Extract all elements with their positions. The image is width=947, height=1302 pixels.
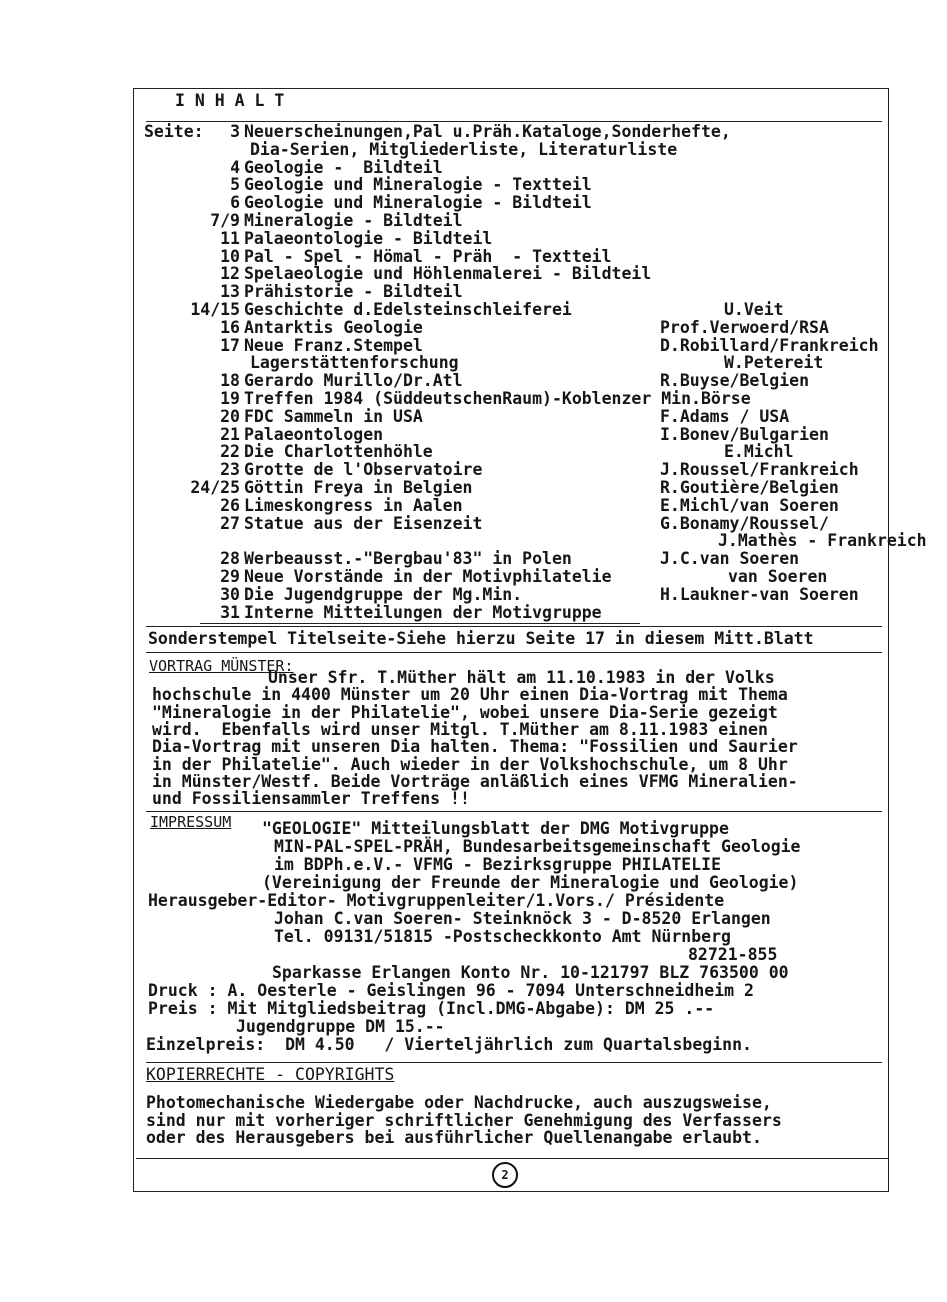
impressum-line: (Vereinigung der Freunde der Mineralogie und Geologie) xyxy=(262,873,799,892)
sonderstempel-note: Sonderstempel Titelseite-Siehe hierzu Seite 17 in diesem Mitt.Blatt xyxy=(148,629,814,648)
toc-page-number: 17 xyxy=(220,335,240,355)
toc-author: R.Buyse/Belgien xyxy=(660,371,810,391)
vortrag-line: in der Philatelie". Auch wieder in der Volkshochschule, um 8 Uhr xyxy=(152,754,788,774)
copyright-line: sind nur mit vorheriger schriftlicher Genehmigung des Verfassers xyxy=(146,1110,782,1130)
toc-author: van Soeren xyxy=(728,567,828,586)
vortrag-heading: VORTRAG MÜNSTER: xyxy=(149,657,294,675)
toc-title: Interne Mitteilungen der Motivgruppe xyxy=(244,602,602,622)
toc-title: Prähistorie - Bildteil xyxy=(244,282,463,302)
toc-title: Treffen 1984 (SüddeutschenRaum)-Koblenzer Min.Börse xyxy=(244,389,751,408)
toc-page-number: 11 xyxy=(220,228,240,248)
vortrag-line: Unser Sfr. T.Müther hält am 11.10.1983 in der Volks xyxy=(268,668,775,687)
toc-author: J.Roussel/Frankreich xyxy=(660,460,859,480)
vortrag-line: Dia-Vortrag mit unseren Dia halten. Thema: "Fossilien und Saurier xyxy=(152,737,798,757)
toc-page-number: 30 xyxy=(220,584,240,604)
impressum-line: Druck : A. Oesterle - Geislingen 96 - 7094 Unterschneidheim 2 xyxy=(148,981,754,1000)
impressum-line: Preis : Mit Mitgliedsbeitrag (Incl.DMG-Abgabe): DM 25 .-- xyxy=(148,999,715,1018)
toc-title: Neue Vorstände in der Motivphilatelie xyxy=(244,567,612,586)
toc-author: Prof.Verwoerd/RSA xyxy=(660,317,829,337)
toc-title: Werbeausst.-"Bergbau'83" in Polen xyxy=(244,549,572,569)
impressum-line: Herausgeber-Editor- Motivgruppenleiter/1.Vors./ Présidente xyxy=(148,891,725,910)
toc-title: Statue aus der Eisenzeit xyxy=(244,513,483,533)
copyright-line: Photomechanische Wiedergabe oder Nachdrucke, auch auszugsweise, xyxy=(146,1093,772,1112)
toc-author: H.Laukner-van Soeren xyxy=(660,584,859,604)
toc-author: J.Mathès - Frankreich xyxy=(718,531,927,551)
toc-title: Die Charlottenhöhle xyxy=(244,442,433,462)
impressum-line: Sparkasse Erlangen Konto Nr. 10-121797 BLZ 763500 00 xyxy=(272,963,789,982)
divider xyxy=(146,652,882,653)
toc-author: I.Bonev/Bulgarien xyxy=(660,424,829,444)
toc-author: U.Veit xyxy=(724,300,784,319)
toc-page-number: 12 xyxy=(220,264,240,284)
toc-page-number: 21 xyxy=(220,424,240,444)
toc-author: J.C.van Soeren xyxy=(660,549,800,569)
vortrag-line: "Mineralogie in der Philatelie", wobei unsere Dia-Serie gezeigt xyxy=(152,702,778,722)
divider xyxy=(146,626,882,627)
page-number: 2 xyxy=(492,1162,518,1188)
toc-page-number: 19 xyxy=(220,389,240,408)
toc-page-number: 13 xyxy=(220,282,240,302)
toc-page-number: 28 xyxy=(220,549,240,569)
toc-page-number: 31 xyxy=(220,602,240,622)
toc-title: Palaeontologen xyxy=(244,424,384,444)
impressum-heading: IMPRESSUM xyxy=(150,813,232,831)
impressum-line: im BDPh.e.V.- VFMG - Bezirksgruppe PHILATELIE xyxy=(274,855,722,874)
divider xyxy=(146,811,882,812)
impressum-line: Einzelpreis: DM 4.50 / Vierteljährlich zum Quartalsbeginn. xyxy=(146,1035,752,1054)
toc-page-number: 22 xyxy=(220,442,240,462)
toc-title: Gerardo Murillo/Dr.Atl xyxy=(244,371,463,391)
toc-title: Spelaeologie und Höhlenmalerei - Bildteil xyxy=(244,264,652,284)
toc-author: E.Michl xyxy=(724,442,794,462)
toc-page-number: 20 xyxy=(220,406,240,426)
toc-author: G.Bonamy/Roussel/ xyxy=(660,513,829,533)
toc-title: Dia-Serien, Mitgliederliste, Literaturliste xyxy=(250,139,678,159)
divider xyxy=(200,623,640,624)
toc-title: Antarktis Geologie xyxy=(244,317,423,337)
impressum-line: 82721-855 xyxy=(688,945,778,964)
toc-author: R.Goutière/Belgien xyxy=(660,478,839,497)
toc-page-number: 6 xyxy=(230,193,240,213)
toc-page-number: 4 xyxy=(230,157,240,177)
toc-page-number: 7/9 xyxy=(210,211,240,230)
toc-page-number: 23 xyxy=(220,460,240,480)
toc-author: D.Robillard/Frankreich xyxy=(660,335,879,355)
toc-author: F.Adams / USA xyxy=(660,406,790,426)
toc-page-number: 16 xyxy=(220,317,240,337)
toc-title: Grotte de l'Observatoire xyxy=(244,460,483,480)
toc-title: Geschichte d.Edelsteinschleiferei xyxy=(244,300,572,319)
impressum-line: Tel. 09131/51815 -Postscheckkonto Amt Nürnberg xyxy=(274,927,731,946)
toc-title: Palaeontologie - Bildteil xyxy=(244,228,493,248)
toc-page-number: 27 xyxy=(220,513,240,533)
toc-heading: I N H A L T xyxy=(175,91,285,110)
toc-title: Göttin Freya in Belgien xyxy=(244,478,473,497)
toc-page-number: 10 xyxy=(220,246,240,266)
copyright-line: oder des Herausgebers bei ausführlicher Quellenangabe erlaubt. xyxy=(146,1128,762,1147)
toc-title: Geologie und Mineralogie - Textteil xyxy=(244,175,592,195)
toc-title: Neue Franz.Stempel xyxy=(244,335,423,355)
vortrag-line: und Fossiliensammler Treffens !! xyxy=(152,789,470,809)
vortrag-line: wird. Ebenfalls wird unser Mitgl. T.Müther am 8.11.1983 einen xyxy=(152,719,768,739)
toc-page-number: 18 xyxy=(220,371,240,391)
copyright-heading: KOPIERRECHTE - COPYRIGHTS xyxy=(146,1065,395,1084)
toc-label: Seite: xyxy=(144,122,204,141)
divider xyxy=(146,1062,882,1063)
toc-page-number: 14/15 xyxy=(190,300,240,319)
divider xyxy=(136,1158,888,1159)
vortrag-line: in Münster/Westf. Beide Vorträge anläßlich eines VFMG Mineralien- xyxy=(152,771,798,791)
toc-title: Geologie und Mineralogie - Bildteil xyxy=(244,193,592,213)
toc-title: Limeskongress in Aalen xyxy=(244,495,463,515)
impressum-line: MIN-PAL-SPEL-PRÄH, Bundesarbeitsgemeinschaft Geologie xyxy=(274,837,801,856)
toc-author: W.Petereit xyxy=(724,353,824,373)
toc-title: FDC Sammeln in USA xyxy=(244,406,423,426)
toc-page-number: 5 xyxy=(230,175,240,195)
impressum-line: "GEOLOGIE" Mitteilungsblatt der DMG Motivgruppe xyxy=(262,819,729,838)
toc-title: Neuerscheinungen,Pal u.Präh.Kataloge,Sonderhefte, xyxy=(244,122,731,141)
toc-title: Geologie - Bildteil xyxy=(244,157,443,177)
toc-page-number: 3 xyxy=(230,122,240,141)
toc-page-number: 24/25 xyxy=(190,478,240,497)
toc-title: Pal - Spel - Hömal - Präh - Textteil xyxy=(244,246,612,266)
toc-page-number: 26 xyxy=(220,495,240,515)
toc-author: E.Michl/van Soeren xyxy=(660,495,839,515)
impressum-line: Johan C.van Soeren- Steinknöck 3 - D-8520 Erlangen xyxy=(274,909,771,928)
toc-title: Mineralogie - Bildteil xyxy=(244,211,463,230)
impressum-line: Jugendgruppe DM 15.-- xyxy=(236,1017,445,1036)
vortrag-line: hochschule in 4400 Münster um 20 Uhr einen Dia-Vortrag mit Thema xyxy=(152,685,788,705)
toc-page-number: 29 xyxy=(220,567,240,586)
toc-title: Die Jugendgruppe der Mg.Min. xyxy=(244,584,523,604)
toc-title: Lagerstättenforschung xyxy=(250,353,459,373)
